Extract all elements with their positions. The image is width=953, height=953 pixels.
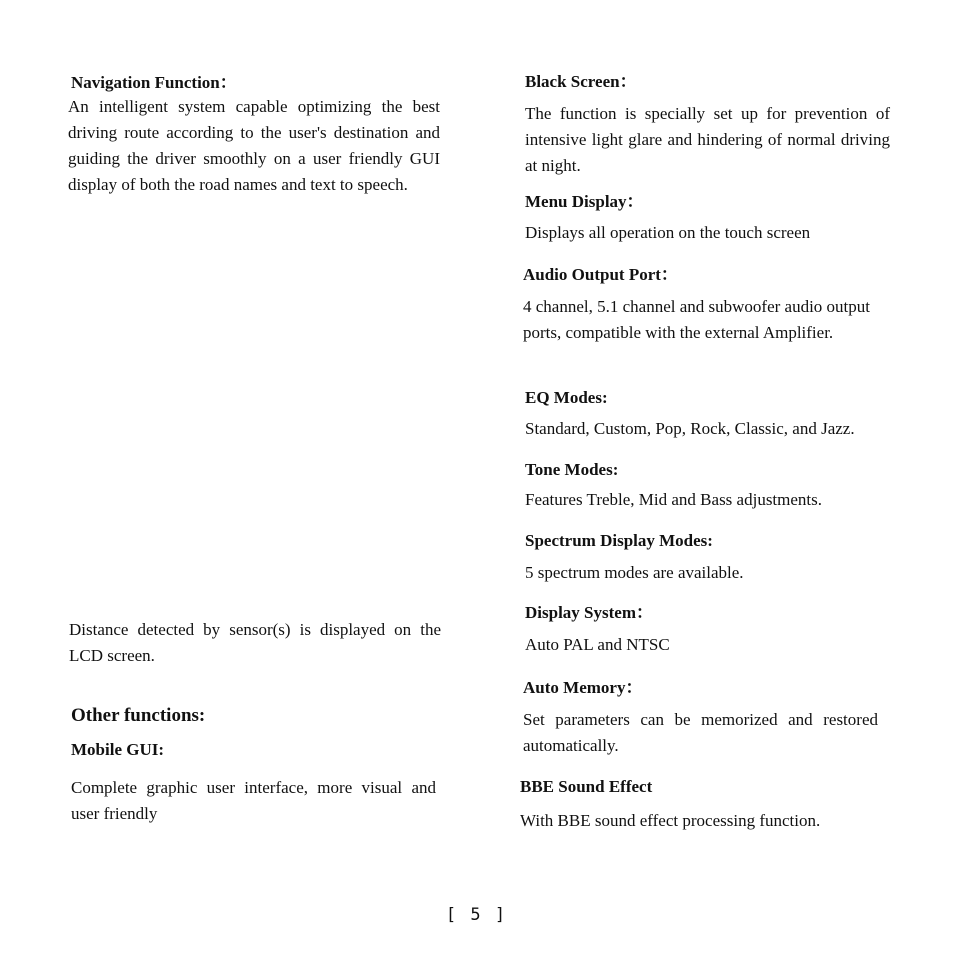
menu-display-body: Displays all operation on the touch screen bbox=[525, 223, 811, 242]
spectrum-section bbox=[525, 530, 925, 586]
auto-memory-body: Set parameters can be memorized and restored automatically. bbox=[523, 710, 878, 755]
parking-body: Distance detected by sensor(s) is displayed on the LCD screen. bbox=[69, 620, 441, 665]
tone-modes-body: Features Treble, Mid and Bass adjustments. bbox=[525, 490, 823, 509]
page-number: [ 5 ] bbox=[445, 905, 508, 925]
mobile-gui-body: Complete graphic user interface, more visual and user friendly bbox=[71, 778, 436, 823]
navigation-heading: Navigation Function： bbox=[71, 73, 237, 92]
other-functions-section bbox=[71, 704, 443, 728]
navigation-section bbox=[68, 72, 440, 198]
eq-modes-section bbox=[525, 387, 925, 442]
spectrum-heading: Spectrum Display Modes: bbox=[525, 531, 713, 550]
display-system-body: Auto PAL and NTSC bbox=[525, 635, 670, 654]
tone-modes-section bbox=[525, 459, 925, 513]
black-screen-section bbox=[525, 71, 890, 179]
menu-display-heading: Menu Display： bbox=[525, 192, 644, 211]
other-functions-heading: Other functions: bbox=[71, 705, 206, 726]
audio-output-section bbox=[523, 264, 878, 346]
bbe-section bbox=[520, 776, 920, 834]
auto-memory-heading: Auto Memory： bbox=[523, 678, 643, 697]
eq-modes-heading: EQ Modes: bbox=[525, 388, 608, 407]
tone-modes-heading: Tone Modes: bbox=[525, 460, 619, 479]
spectrum-body: 5 spectrum modes are available. bbox=[525, 563, 744, 582]
mobile-gui-heading: Mobile GUI: bbox=[71, 740, 165, 759]
mobile-gui-section bbox=[71, 739, 436, 827]
parking-section bbox=[69, 617, 441, 669]
bbe-heading: BBE Sound Effect bbox=[520, 777, 653, 796]
bbe-body: With BBE sound effect processing function. bbox=[520, 811, 821, 830]
audio-output-heading: Audio Output Port： bbox=[523, 265, 678, 284]
eq-modes-body: Standard, Custom, Pop, Rock, Classic, and Jazz. bbox=[525, 419, 855, 438]
navigation-body: An intelligent system capable optimizing the best driving route according to the user's destination and guiding the driver smoothly on a user friendly GUI display of both the road names and text to speech. bbox=[68, 97, 440, 194]
display-system-heading: Display System： bbox=[525, 603, 653, 622]
audio-output-body: 4 channel, 5.1 channel and subwoofer audio output ports, compatible with the external Amplifier. bbox=[523, 297, 870, 342]
auto-memory-section bbox=[523, 677, 878, 759]
black-screen-heading: Black Screen： bbox=[525, 72, 637, 91]
display-system-section bbox=[525, 602, 925, 658]
menu-display-section bbox=[525, 191, 890, 246]
black-screen-body: The function is specially set up for prevention of intensive light glare and hindering of normal driving at night. bbox=[525, 104, 890, 175]
